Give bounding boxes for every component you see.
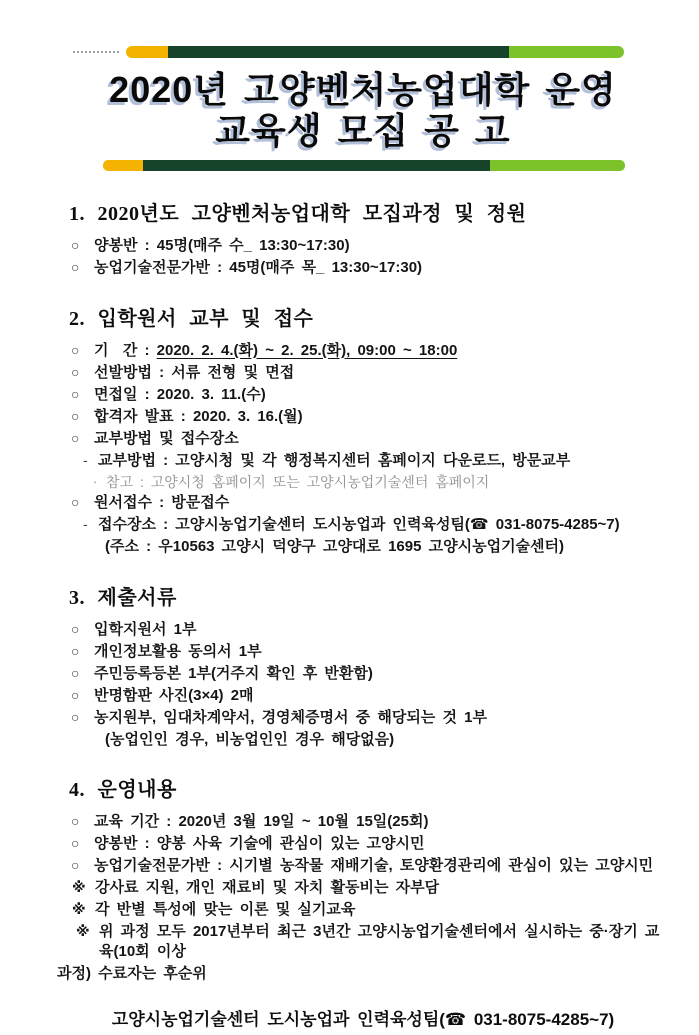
list-item xyxy=(71,708,669,728)
circle-bullet-icon: ○ xyxy=(71,813,80,830)
asterisk-bullet-icon: ※ xyxy=(72,879,86,896)
item-text: 원서접수 : 방문접수 xyxy=(94,494,230,512)
list-item xyxy=(71,407,669,427)
remark-text: 강사료 지원, 개인 재료비 및 자치 활동비는 자부담 xyxy=(95,879,440,897)
list-item xyxy=(71,258,669,278)
remark-text: 과정) 수료자는 후순위 xyxy=(57,964,207,982)
circle-bullet-icon: ○ xyxy=(71,363,80,380)
section-4-heading: 4. 운영내용 xyxy=(69,779,177,802)
item-text: 반명함판 사진(3×4) 2매 xyxy=(94,686,254,704)
period-value-underlined: 2020. 2. 4.(화) ~ 2. 25.(화), 09:00 ~ 18:00 xyxy=(156,341,458,359)
list-item xyxy=(71,834,669,854)
circle-bullet-icon: ○ xyxy=(71,835,80,852)
list-item xyxy=(71,812,669,832)
list-item xyxy=(71,385,669,405)
dash-bullet-icon: - xyxy=(83,516,88,533)
circle-bullet-icon: ○ xyxy=(71,407,80,424)
list-item xyxy=(71,686,669,706)
item-text: 면접일 : 2020. 3. 11.(수) xyxy=(94,385,266,403)
title-line-1: 2020년 고양벤처농업대학 운영 xyxy=(109,69,617,110)
circle-bullet-icon: ○ xyxy=(71,664,80,681)
list-item xyxy=(71,493,669,513)
item-text: 개인정보활용 동의서 1부 xyxy=(94,642,262,660)
item-text: 주민등록등본 1부(거주지 확인 후 반환함) xyxy=(94,664,373,682)
circle-bullet-icon: ○ xyxy=(71,237,80,254)
note-line xyxy=(93,473,669,491)
bar-segment-dark-green xyxy=(143,160,490,171)
circle-bullet-icon: ○ xyxy=(71,708,80,725)
item-text: 농지원부, 임대차계약서, 경영체증명서 중 해당되는 것 1부 xyxy=(94,708,487,726)
asterisk-bullet-icon: ※ xyxy=(76,923,90,940)
item-text: 양봉반 : 양봉 사육 기술에 관심이 있는 고양시민 xyxy=(94,835,425,853)
bar-segment-yellow xyxy=(126,46,168,58)
remark-text: 위 과정 모두 2017년부터 최근 3년간 고양시농업기술센터에서 실시하는 중·장기 교육(10회 이상 xyxy=(99,923,660,960)
remark-line xyxy=(72,878,669,898)
item-text: 농업기술전문가반 : 시기별 농작물 재배기술, 토양환경관리에 관심이 있는 고양시민 xyxy=(94,857,654,875)
item-text: 교부방법 : 고양시청 및 각 행정복지센터 홈페이지 다운로드, 방문교부 xyxy=(98,451,571,469)
circle-bullet-icon: ○ xyxy=(71,494,80,511)
title-line-2: 교육생 모집 공 고 xyxy=(215,110,511,152)
list-item xyxy=(71,341,669,361)
top-decorative-bar xyxy=(57,46,669,58)
list-item-continuation xyxy=(105,730,669,750)
period-label: 기 간 : xyxy=(94,341,157,359)
item-text: 접수장소 : 고양시농업기술센터 도시농업과 인력육성팀(☎ 031-8075-4285~7) xyxy=(98,516,620,534)
item-text: 선발방법 : 서류 전형 및 면접 xyxy=(94,363,295,381)
document-page xyxy=(0,46,699,1035)
bar-segment-light-green xyxy=(490,160,625,171)
circle-bullet-icon: ○ xyxy=(71,642,80,659)
item-text: 교육 기간 : 2020년 3월 19일 ~ 10월 15일(25회) xyxy=(94,813,429,831)
item-text: 농업기술전문가반 : 45명(매주 목_ 13:30~17:30) xyxy=(94,259,423,277)
item-text: 합격자 발표 : 2020. 3. 16.(월) xyxy=(94,407,303,425)
page-title xyxy=(57,69,669,151)
list-item xyxy=(71,429,669,449)
address-line xyxy=(105,537,669,557)
remark-line xyxy=(72,900,669,920)
list-item xyxy=(71,236,669,256)
item-text: 교부방법 및 접수장소 xyxy=(94,429,239,447)
dotted-line-icon xyxy=(73,51,119,53)
section-1-heading: 1. 2020년도 고양벤처농업대학 모집과정 및 정원 xyxy=(69,203,527,226)
circle-bullet-icon: ○ xyxy=(71,857,80,874)
list-item xyxy=(71,620,669,640)
circle-bullet-icon: ○ xyxy=(71,259,80,276)
bottom-decorative-bar xyxy=(103,160,669,171)
item-text: 입학지원서 1부 xyxy=(94,620,197,638)
list-subitem xyxy=(83,451,669,471)
circle-bullet-icon: ○ xyxy=(71,620,80,637)
bar-segment-light-green xyxy=(509,46,624,58)
circle-bullet-icon: ○ xyxy=(71,385,80,402)
section-2-heading: 2. 입학원서 교부 및 접수 xyxy=(69,307,314,330)
remark-line-continuation xyxy=(57,964,669,984)
circle-bullet-icon: ○ xyxy=(71,341,80,358)
item-text: 양봉반 : 45명(매주 수_ 13:30~17:30) xyxy=(94,237,350,255)
note-text: 참고 : 고양시청 홈페이지 또는 고양시농업기술센터 홈페이지 xyxy=(106,473,490,490)
list-item xyxy=(71,856,669,876)
bar-segment-yellow xyxy=(103,160,143,171)
circle-bullet-icon: ○ xyxy=(71,429,80,446)
list-subitem xyxy=(83,515,669,535)
item-text xyxy=(94,341,457,361)
dash-bullet-icon: - xyxy=(83,451,88,468)
footer-contact: 고양시농업기술센터 도시농업과 인력육성팀(☎ 031-8075-4285~7) xyxy=(111,1010,615,1030)
remark-line xyxy=(76,922,669,961)
asterisk-bullet-icon: ※ xyxy=(72,901,86,918)
list-item xyxy=(71,642,669,662)
dot-bullet-icon: · xyxy=(93,473,98,489)
remark-text: 각 반별 특성에 맞는 이론 및 실기교육 xyxy=(95,901,356,919)
item-text: (주소 : 우10563 고양시 덕양구 고양대로 1695 고양시농업기술센터) xyxy=(105,538,565,556)
section-3-heading: 3. 제출서류 xyxy=(69,586,177,609)
bar-segment-dark-green xyxy=(168,46,509,58)
list-item xyxy=(71,664,669,684)
circle-bullet-icon: ○ xyxy=(71,686,80,703)
list-item xyxy=(71,363,669,383)
item-text: (농업인인 경우, 비농업인인 경우 해당없음) xyxy=(105,730,395,748)
